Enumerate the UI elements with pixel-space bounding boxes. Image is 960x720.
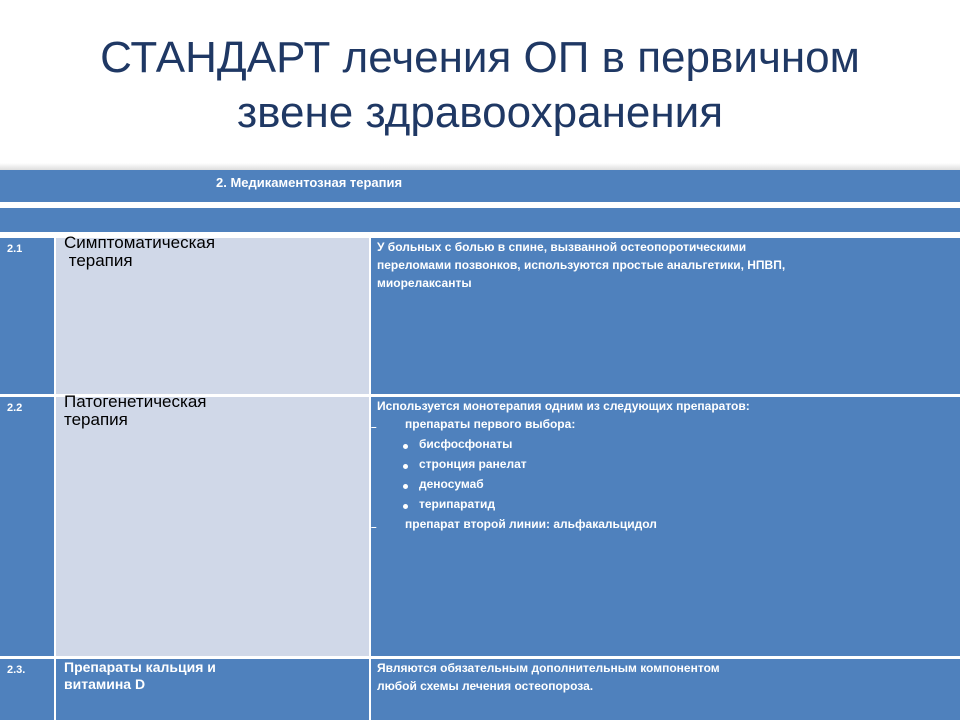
drug-options-list xyxy=(377,415,960,533)
desc-line: миорелаксанты xyxy=(377,276,472,290)
drug-item: терипаратид xyxy=(419,493,960,513)
row-number-2-3: 2.3. xyxy=(0,659,56,720)
first-line-label: препараты первого выбора: xyxy=(405,417,576,431)
row-name-2-1 xyxy=(56,233,371,397)
second-line-item: – препарат второй линии: альфакальцидол xyxy=(377,515,960,533)
first-line-drugs-list xyxy=(405,433,960,513)
row-number-2-1: 2.1 xyxy=(0,238,56,397)
drug-item: стронция ранелат xyxy=(419,453,960,473)
drug-item: бисфосфонаты xyxy=(419,433,960,453)
row-name-line: Препараты кальция и xyxy=(64,659,216,675)
row-name-line: терапия xyxy=(64,251,133,270)
section-spacer-row xyxy=(0,208,960,235)
first-line-item xyxy=(377,415,960,513)
row-name-line: Симптоматическая xyxy=(64,233,216,252)
title-line-1: СТАНДАРТ лечения ОП в первичном xyxy=(100,33,860,82)
row-name-line: Патогенетическая xyxy=(64,392,207,411)
section-header xyxy=(0,170,960,205)
row-description-2-1 xyxy=(371,238,960,397)
desc-line: любой схемы лечения остеопороза. xyxy=(377,679,594,693)
row-name-2-2 xyxy=(56,392,371,659)
desc-line: переломами позвонков, используются простые анальгетики, НПВП, xyxy=(377,258,786,272)
row-description-2-2 xyxy=(371,397,960,659)
title-line-2: звене здравоохранения xyxy=(236,88,724,137)
row-number-2-2: 2.2 xyxy=(0,397,56,659)
row-name-2-3 xyxy=(56,659,371,720)
desc-line: У больных с болью в спине, вызванной остеопоротическими xyxy=(377,240,747,254)
row-description-2-3 xyxy=(371,659,960,720)
row-name-line: витамина D xyxy=(64,676,146,692)
row-name-line: терапия xyxy=(64,410,128,429)
desc-intro: Используется монотерапия одним из следующих препаратов: xyxy=(377,399,750,413)
slide-title xyxy=(0,30,960,140)
section-header-label: 2. Медикаментозная терапия xyxy=(216,175,403,190)
desc-line: Являются обязательным дополнительным компонентом xyxy=(377,661,720,675)
drug-item: деносумаб xyxy=(419,473,960,493)
